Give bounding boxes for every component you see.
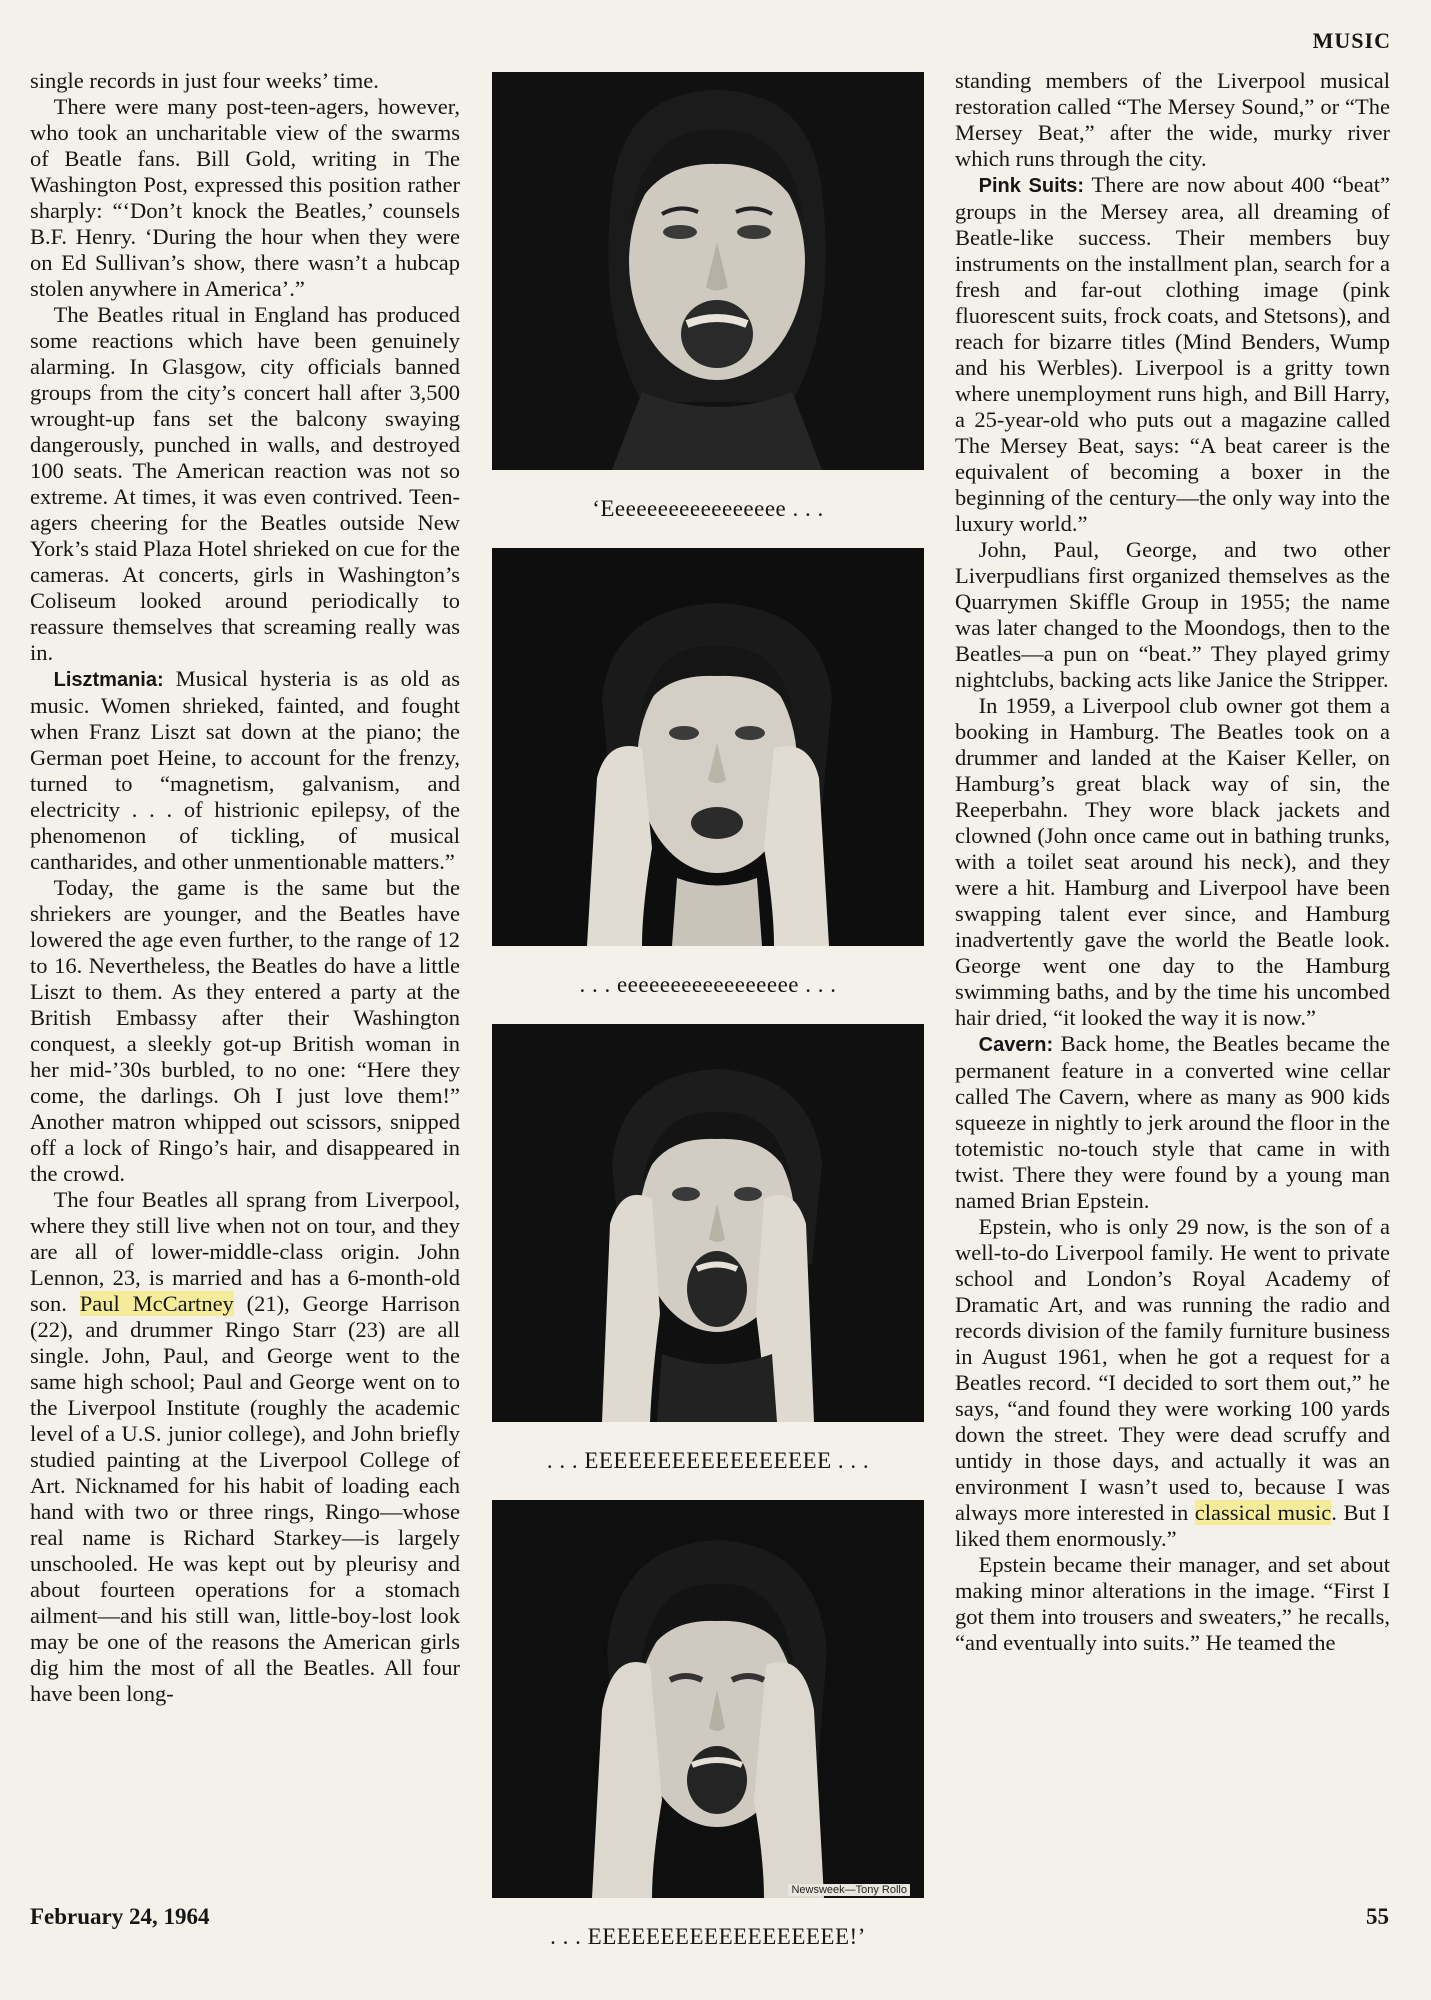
- right-column: [955, 68, 1390, 1656]
- photo-fan-scream-1: [492, 72, 924, 470]
- screaming-girl-image: [492, 1024, 924, 1422]
- screaming-girl-image: [492, 1500, 924, 1898]
- paragraph: John, Paul, George, and two other Liverpudlians first organized themselves as the Quarrymen Skiffle Group in 1955; the name was later changed to the Moondogs, then to the Beatles—a pun on “beat.” They played grimy nightclubs, backing acts like Janice the Stripper.: [955, 537, 1390, 692]
- screaming-girl-image: [492, 548, 924, 946]
- photo-sequence: [492, 72, 924, 1976]
- paragraph-text: The four Beatles all sprang from Liverpool, where they still live when not on tour, and they are all of lower-middle-class origin. John Lennon, 23, is married and has a 6-month-old son.: [30, 1187, 460, 1316]
- paragraph-epstein: [955, 1214, 1390, 1552]
- left-column: [30, 68, 460, 1707]
- highlighted-name: Paul McCartney: [79, 1291, 234, 1316]
- paragraph-cavern: [955, 1031, 1390, 1214]
- paragraph-text: . But I liked them enormously.”: [955, 1500, 1390, 1551]
- subhead-cavern: Cavern:: [978, 1034, 1054, 1056]
- subhead-pink-suits: Pink Suits:: [978, 175, 1085, 197]
- section-label: MUSIC: [1312, 28, 1391, 53]
- photo-caption: . . . EEEEEEEEEEEEEEEEE . . .: [546, 1448, 870, 1473]
- paragraph-text: (21), George Harrison (22), and drummer Ringo Starr (23) are all single. John, Paul, and George went to the same high school; Paul and George went on to the Liverpool Institute (roughly the academic level of a U.S. junior college), and John briefly studied painting at the Liverpool College of Art. Nicknamed for his habit of loading each hand with two or three rings, Ringo—whose real name is Richard Starkey—is largely unschooled. He was kept out by pleurisy and about fourteen operations for a stomach ailment—and his still wan, little-boy-lost look may be one of the reasons the American girls dig him the most of all the Beatles. All four have been long-: [30, 1291, 460, 1706]
- paragraph: The Beatles ritual in England has produced some reactions which have been genuinely alarming. In Glasgow, city officials banned groups from the city’s concert hall after 3,500 wrought-up fans set the balcony swaying dangerously, punched in walls, and destroyed 100 seats. The American reaction was not so extreme. At times, it was even contrived. Teen-agers cheering for the Beatles outside New York’s staid Plaza Hotel shrieked on cue for the cameras. At concerts, girls in Washington’s Coliseum looked around periodically to reassure themselves that screaming really was in.: [30, 302, 460, 665]
- photo-credit: Newsweek—Tony Rollo: [788, 1884, 910, 1896]
- paragraph-text: Epstein, who is only 29 now, is the son of a well-to-do Liverpool family. He went to private school and London’s Royal Academy of Dramatic Art, and was running the radio and records division of the family furniture business in August 1961, when he got a request for a Beatles record. “I decided to sort them out,” he says, “and found they were working 100 yards down the street. They were dead scruffy and untidy in those days, and actually it was an environment I wasn’t used to, because I was always more interested in: [955, 1214, 1390, 1525]
- paragraph: In 1959, a Liverpool club owner got them a booking in Hamburg. The Beatles took on a drummer and landed at the Kaiser Keller, on Hamburg’s great black way of sin, the Reeperbahn. They wore black jackets and clowned (John once came out in bathing trunks, with a toilet seat around his neck), and they were a hit. Hamburg and Liverpool have been swapping talent ever since, and Hamburg inadvertently gave the world the Beatle look. George went one day to the Hamburg swimming baths, and by the time his uncombed hair dried, “it looked the way it is now.”: [955, 693, 1390, 1030]
- paragraph: Epstein became their manager, and set about making minor alterations in the image. “First I got them into trousers and sweaters,” he recalls, “and eventually into suits.” He teamed the: [955, 1552, 1390, 1655]
- paragraph: single records in just four weeks’ time.: [30, 68, 379, 93]
- paragraph: There were many post-teen-agers, however, who took an uncharitable view of the swarms of Beatle fans. Bill Gold, writing in The Washington Post, expressed this position rather sharply: “‘Don’t knock the Beatles,’ counsels B.F. Henry. ‘During the hour when they were on Ed Sullivan’s show, there wasn’t a hubcap stolen anywhere in America’.”: [30, 94, 460, 301]
- photo-fan-scream-4: [492, 1500, 924, 1898]
- screaming-girl-image: [492, 72, 924, 470]
- photo-caption: ‘Eeeeeeeeeeeeeeeee . . .: [592, 496, 824, 521]
- paragraph-pink-suits: [955, 172, 1390, 537]
- photo-fan-scream-2: [492, 548, 924, 946]
- paragraph-origins: [30, 1187, 460, 1707]
- paragraph: Today, the game is the same but the shriekers are younger, and the Beatles have lowered the age even further, to the range of 12 to 16. Nevertheless, the Beatles do have a little Liszt to them. As they entered a party at the British Embassy after their Washington conquest, a sleekly got-up British woman in her mid-’30s burbled, to no one: “Here they come, the darlings. Oh I just love them!” Another matron whipped out scissors, snipped off a lock of Ringo’s hair, and disappeared in the crowd.: [30, 875, 460, 1186]
- subhead-lisztmania: Lisztmania:: [53, 669, 164, 691]
- paragraph-text: Back home, the Beatles became the permanent feature in a converted wine cellar called The Cavern, where as many as 900 kids squeeze in nightly to jerk around the floor in the totemistic no-touch style that came in with twist. There they were found by a young man named Brian Epstein.: [955, 1031, 1390, 1213]
- page-number: 55: [1366, 1904, 1389, 1929]
- paragraph-lisztmania: [30, 666, 460, 875]
- issue-date: February 24, 1964: [30, 1904, 210, 1929]
- photo-caption: . . . eeeeeeeeeeeeeeeee . . .: [579, 972, 837, 997]
- photo-caption: . . . EEEEEEEEEEEEEEEEEE!’: [550, 1924, 866, 1949]
- paragraph-text: There are now about 400 “beat” groups in the Mersey area, all dreaming of Beatle-like success. Their members buy instruments on the installment plan, search for a fresh and far-out clothing image (pink fluorescent suits, frock coats, and Stetsons), and reach for bizarre titles (Mind Benders, Wump and his Werbles). Liverpool is a gritty town where unemployment runs high, and Bill Harry, a 25-year-old who puts out a magazine called The Mersey Beat, says: “A beat career is the equivalent of becoming a boxer in the beginning of the century—the only way into the luxury world.”: [955, 172, 1390, 536]
- photo-fan-scream-3: [492, 1024, 924, 1422]
- highlighted-phrase: classical music: [1194, 1500, 1332, 1525]
- paragraph: standing members of the Liverpool musical restoration called “The Mersey Sound,” or “The Mersey Beat,” after the wide, murky river which runs through the city.: [955, 68, 1390, 171]
- paragraph-text: Musical hysteria is as old as music. Women shrieked, fainted, and fought when Franz Liszt sat down at the piano; the German poet Heine, to account for the frenzy, turned to “magnetism, galvanism, and electricity . . . of histrionic epilepsy, of the phenomenon of tickling, of musical cantharides, and other unmentionable matters.”: [30, 666, 460, 874]
